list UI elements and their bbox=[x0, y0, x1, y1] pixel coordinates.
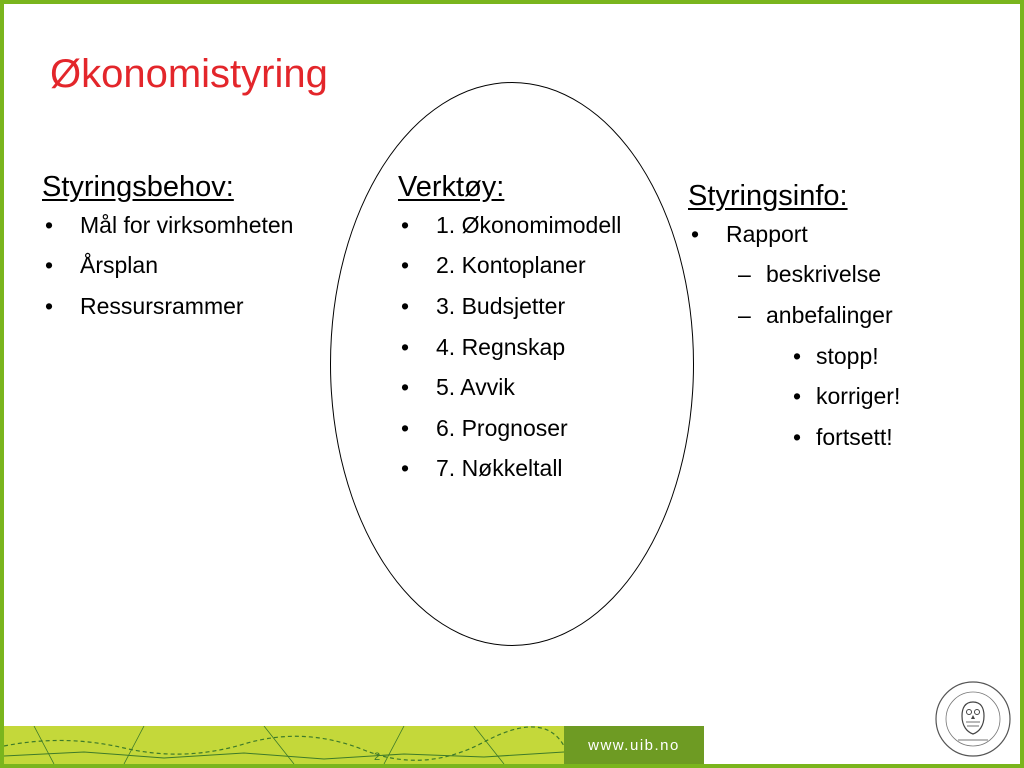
bullet-list bbox=[688, 221, 900, 452]
list-subsubitem: • korriger! bbox=[790, 383, 900, 411]
column-verktoy bbox=[398, 170, 621, 496]
list-item: • 6. Prognoser bbox=[398, 415, 621, 443]
list-subsubitem: • stopp! bbox=[790, 343, 900, 371]
footer-url[interactable]: www.uib.no bbox=[564, 726, 704, 764]
list-item: • 1. Økonomimodell bbox=[398, 212, 621, 240]
list-subitem: – beskrivelse bbox=[732, 261, 900, 289]
column-heading: Verktøy: bbox=[398, 171, 505, 203]
list-item: • Rapport bbox=[688, 221, 900, 249]
svg-text:2: 2 bbox=[374, 751, 381, 763]
list-item: • Mål for virksomheten bbox=[42, 212, 293, 240]
column-styringsinfo bbox=[688, 179, 900, 464]
list-item: • 4. Regnskap bbox=[398, 334, 621, 362]
slide-title: Økonomistyring bbox=[50, 52, 328, 96]
column-heading: Styringsinfo: bbox=[688, 180, 848, 212]
list-item: • 5. Avvik bbox=[398, 374, 621, 402]
list-item: • 3. Budsjetter bbox=[398, 293, 621, 321]
list-item: • Årsplan bbox=[42, 252, 293, 280]
bullet-list bbox=[42, 212, 293, 321]
list-item: • 7. Nøkkeltall bbox=[398, 455, 621, 483]
footer-decoration bbox=[4, 726, 564, 764]
bullet-list bbox=[398, 212, 621, 483]
column-heading: Styringsbehov: bbox=[42, 171, 234, 203]
list-subitem: – anbefalinger bbox=[732, 302, 900, 330]
list-item: • Ressursrammer bbox=[42, 293, 293, 321]
list-item: • 2. Kontoplaner bbox=[398, 252, 621, 280]
column-styringsbehov bbox=[42, 170, 293, 334]
footer bbox=[4, 726, 1024, 764]
list-subsubitem: • fortsett! bbox=[790, 424, 900, 452]
